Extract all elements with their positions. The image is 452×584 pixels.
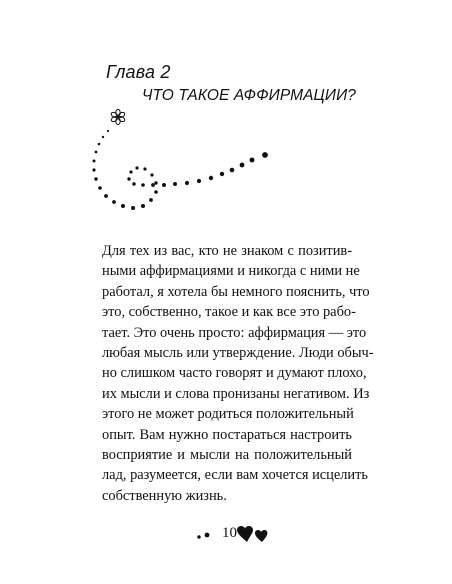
heart-icon bbox=[237, 526, 253, 542]
flower-icon bbox=[110, 109, 125, 124]
body-line: любая мысль или утверждение. Люди обыч- bbox=[102, 345, 374, 362]
body-paragraph bbox=[102, 241, 374, 506]
page-footer bbox=[190, 524, 280, 548]
body-line: восприятие и мысли на положительный bbox=[102, 447, 352, 464]
body-line: но слишком часто говорят и думают плохо, bbox=[102, 365, 367, 382]
dot-icon bbox=[205, 533, 210, 538]
chapter-title: ЧТО ТАКОЕ АФФИРМАЦИИ? bbox=[142, 87, 357, 104]
body-line: ными аффирмациями и никогда с ними не bbox=[102, 263, 360, 280]
body-line: опыт. Вам нужно постараться настроить bbox=[102, 426, 352, 443]
page-number: 10 bbox=[222, 525, 237, 541]
body-line: тает. Это очень просто: аффирмация — это bbox=[102, 324, 367, 341]
chapter-label: Глава 2 bbox=[106, 62, 171, 82]
heart-icon bbox=[255, 530, 267, 542]
dot-icon bbox=[197, 535, 200, 538]
body-line: Для тех из вас, кто не знаком с позитив- bbox=[102, 243, 352, 259]
dotted-swirl bbox=[92, 130, 268, 210]
body-line: этого не может родиться положительный bbox=[102, 406, 354, 423]
body-line: собственную жизнь. bbox=[102, 487, 227, 504]
body-line: работал, я хотела бы немного пояснить, что bbox=[102, 283, 370, 300]
body-line: лад, разумеется, если вам хочется исцелить bbox=[102, 467, 368, 484]
body-line: это, собственно, такое и как все это рабо- bbox=[102, 304, 356, 321]
body-line: их мысли и слова пронизаны негативом. Из bbox=[102, 385, 370, 402]
